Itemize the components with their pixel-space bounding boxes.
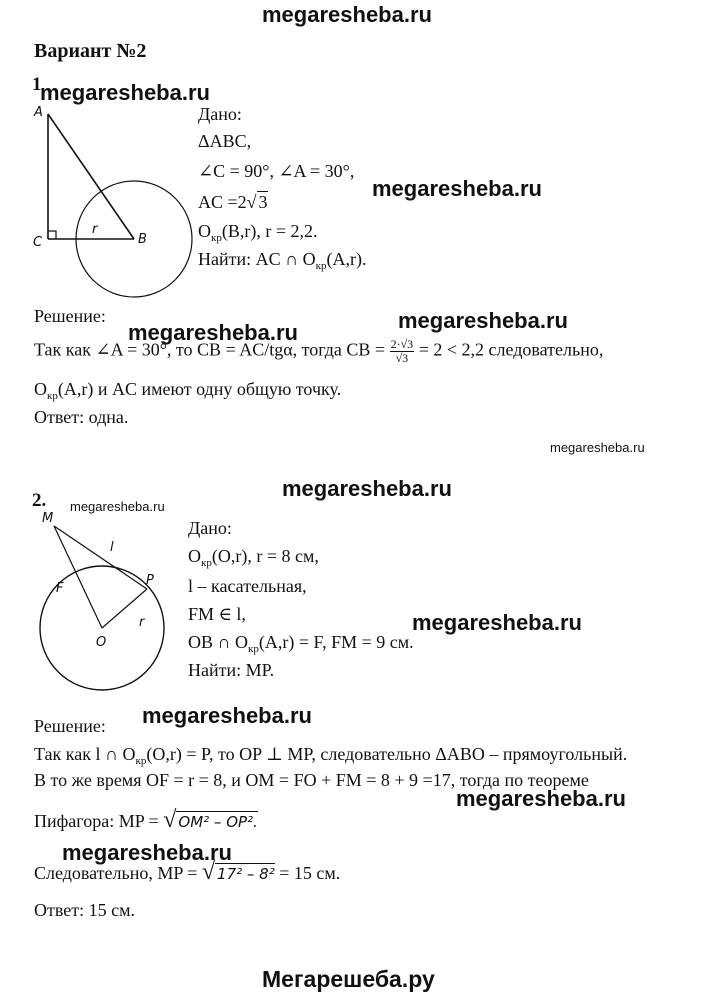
label-a: A — [34, 105, 43, 120]
label-o: O — [96, 635, 107, 650]
p1-answer: Ответ: одна. — [34, 407, 129, 427]
p1-given-ac: AC =2 — [198, 192, 247, 212]
fraction-denominator: √3 — [395, 351, 409, 365]
footer-watermark: Мегарешеба.ру — [262, 966, 435, 992]
p2-solution-line — [34, 807, 258, 833]
watermark: megaresheba.ru — [456, 786, 626, 811]
text: OB ∩ O — [188, 632, 249, 652]
p2-given-line: FM ∈ l, — [188, 604, 246, 624]
problem-1-diagram — [30, 100, 210, 300]
text: (B,r), r = 2,2. — [221, 221, 318, 241]
text: = 15 см. — [279, 863, 341, 883]
watermark: megaresheba.ru — [412, 610, 582, 635]
p1-given-line: ΔABC, — [198, 131, 252, 151]
watermark: megaresheba.ru — [398, 308, 568, 333]
p2-solution-line: В то же время OF = r = 8, и OM = FO + FM = 8 + 9 =17, тогда по теореме — [34, 770, 589, 790]
page-title: Вариант №2 — [34, 40, 147, 62]
label-f: F — [56, 581, 64, 596]
p1-given-line — [198, 191, 268, 212]
p2-solution-heading: Решение: — [34, 716, 106, 736]
label-r: r — [139, 615, 145, 630]
text: (O,r) = P, то OP ⊥ MP, следовательно ΔABO – прямоугольный. — [146, 744, 628, 764]
text: Найти: AC ∩ O — [198, 249, 316, 269]
sqrt-sign: √ — [163, 807, 177, 833]
fraction-numerator: 2·√3 — [390, 337, 414, 351]
fraction — [390, 338, 415, 365]
sqrt-sign: √ — [246, 192, 257, 212]
label-b: B — [138, 232, 147, 247]
watermark: megaresheba.ru — [550, 440, 645, 455]
watermark: megaresheba.ru — [372, 176, 542, 201]
text: (A,r) и AC имеют одну общую точку. — [57, 379, 342, 399]
p2-given-line — [188, 632, 414, 659]
side-ab — [48, 114, 134, 239]
p2-solution-line — [34, 859, 341, 885]
text: O — [34, 379, 47, 399]
formula-root: 17² – 8² — [217, 865, 275, 883]
p1-given-root: 3 — [258, 192, 268, 212]
text: Следовательно, MP = — [34, 863, 198, 883]
p1-solution-heading: Решение: — [34, 306, 106, 326]
text: (O,r), r = 8 см, — [211, 546, 319, 566]
watermark: megaresheba.ru — [128, 320, 298, 345]
text: = 2 < 2,2 следовательно, — [418, 339, 604, 360]
sqrt-sign: √ — [201, 859, 216, 885]
problem-2-diagram — [30, 506, 200, 706]
watermark: megaresheba.ru — [282, 476, 452, 501]
p2-given-line — [188, 546, 319, 573]
watermark: megaresheba.ru — [70, 499, 165, 514]
p2-solution-line — [34, 744, 627, 771]
segment-mo — [54, 526, 102, 628]
subscript: кр — [135, 755, 147, 767]
text: O — [188, 546, 201, 566]
right-angle-mark — [48, 231, 56, 239]
p1-solution-line — [34, 379, 341, 406]
subscript: кр — [248, 643, 259, 655]
p1-given-line — [198, 221, 318, 248]
text: Так как l ∩ O — [34, 744, 136, 764]
label-m: M — [42, 511, 54, 526]
subscript: кр — [315, 260, 327, 272]
text: O — [198, 221, 211, 241]
label-r: r — [92, 222, 98, 237]
subscript: кр — [201, 557, 212, 569]
p1-solution-line — [34, 338, 603, 368]
p1-find-line — [198, 249, 366, 276]
text: Так как ∠A = 30°, то CB = AC/tgα, тогда CB = — [34, 339, 386, 360]
watermark: megaresheba.ru — [40, 80, 210, 105]
p1-given-line: ∠C = 90°, ∠A = 30°, — [198, 161, 355, 181]
label-c: C — [33, 235, 43, 250]
tangent-mp — [54, 526, 147, 589]
problem-1-number: 1 — [32, 74, 42, 95]
subscript: кр — [211, 232, 222, 244]
text: Пифагора: MP = — [34, 811, 159, 831]
label-l: l — [110, 540, 114, 555]
watermark: megaresheba.ru — [142, 703, 312, 728]
formula-root: OM² – OP². — [178, 813, 258, 831]
problem-2-number: 2. — [32, 490, 47, 511]
p2-find-line: Найти: MP. — [188, 660, 275, 680]
watermark: megaresheba.ru — [62, 840, 232, 865]
watermark-top: megaresheba.ru — [262, 2, 432, 27]
label-p: P — [146, 573, 154, 588]
p2-given-line: l – касательная, — [188, 576, 307, 596]
text: (A,r) = F, FM = 9 см. — [258, 632, 414, 652]
p2-answer: Ответ: 15 см. — [34, 900, 135, 920]
subscript: кр — [47, 390, 58, 402]
text: (A,r). — [326, 249, 367, 269]
p2-given-heading: Дано: — [188, 518, 232, 538]
p1-given-heading: Дано: — [198, 104, 242, 124]
